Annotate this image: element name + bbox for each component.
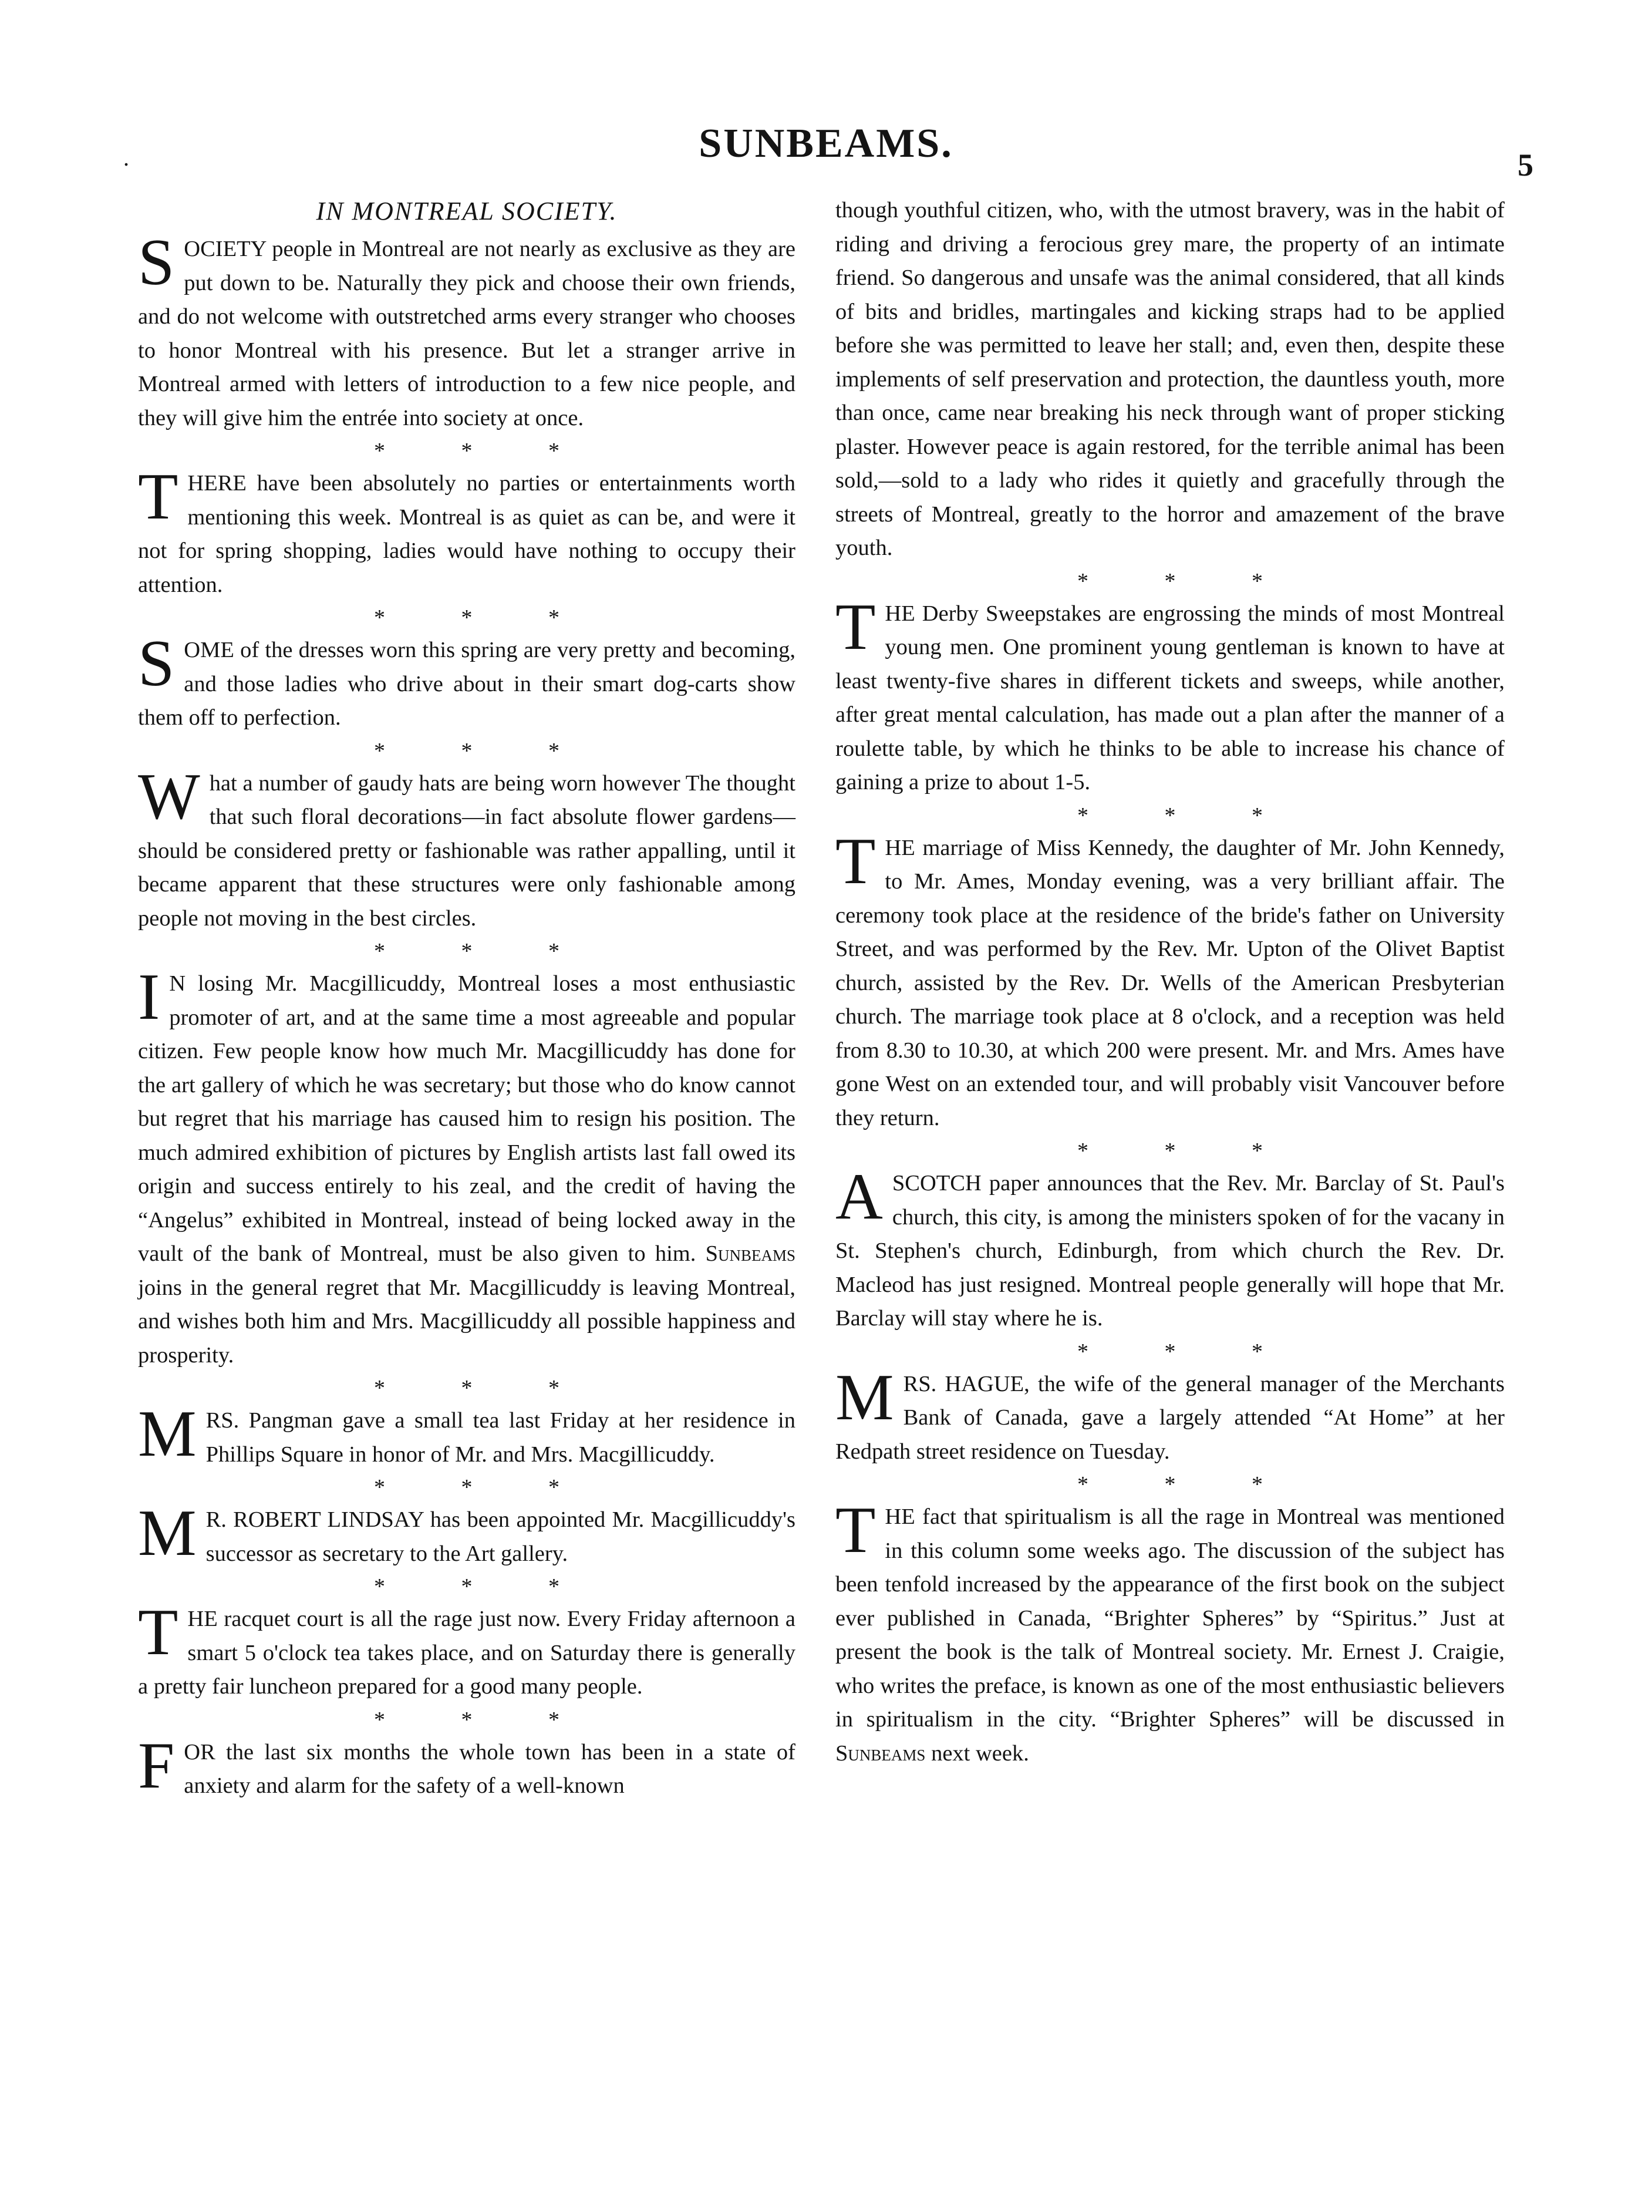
paragraph-lindsay (138, 1497, 795, 1571)
section-separator: * * * (1077, 1472, 1298, 1497)
paragraph-no-parties (138, 460, 795, 602)
drop-cap: A (835, 1160, 883, 1233)
section-separator: * * * (374, 1574, 595, 1599)
left-column (138, 194, 795, 1803)
drop-cap: I (138, 961, 160, 1033)
paragraph-text: though youthful citizen, who, with the utmost bravery, was in the habit of riding and driving a ferocious grey mare, the property of an intimate friend. So dangerous and unsafe was the animal considered, that all kinds of bits and bridles, martingales and kicking straps had to be applied before she was permitted to leave her stall; and, even then, despite these implements of self preservation and protection, the dauntless youth, more than once, came near breaking his neck through want of proper sticking plaster. However peace is again restored, for the terrible animal has been sold,—sold to a lady who rides it quietly and gracefully through the streets of Montreal, greatly to the horror and amazement of the brave youth. (835, 198, 1505, 560)
paragraph-hats (138, 760, 795, 936)
paragraph-text: OR the last six months the whole town has been in a state of anxiety and alarm for the safety of a well-known (184, 1739, 795, 1798)
margin-dot: . (123, 144, 129, 171)
paragraph-six-months (138, 1729, 795, 1803)
paragraph-grey-mare (835, 194, 1505, 565)
paragraph-barclay (835, 1160, 1505, 1336)
paragraph-text: RS. Pangman gave a small tea last Friday at her residence in Phillips Square in honor of Mr. and Mrs. Macgillicuddy. (205, 1408, 795, 1467)
section-separator: * * * (374, 605, 595, 630)
drop-cap: S (138, 226, 175, 299)
paragraph-text: N losing Mr. Macgillicuddy, Montreal loses a most enthusiastic promoter of art, and at the same time a most agreeable and popular citizen. Few people know how much Mr. Macgillicuddy has done for the art gallery of which he was secretary; but those who do know cannot but regret that his marriage has caused him to resign his position. The much admired exhibition of pictures by English artists last fall owed its origin and success entirely to his zeal, and the credit of having the “Angelus” exhibited in Montreal, instead of being locked away in the vault of the bank of Montreal, must be also given to him. (138, 971, 795, 1266)
drop-cap: T (835, 590, 876, 664)
drop-cap: T (835, 1494, 876, 1567)
paragraph-society (138, 226, 795, 435)
drop-cap: T (138, 1596, 178, 1669)
paragraph-text: R. ROBERT LINDSAY has been appointed Mr. Macgillicuddy's successor as secretary to the Art gallery. (205, 1507, 795, 1566)
section-separator: * * * (1077, 1339, 1298, 1364)
paragraph-text-continued: joins in the general regret that Mr. Macgillicuddy is leaving Montreal, and wishes both him and Mrs. Macgillicuddy all possible happiness and prosperity. (138, 1275, 795, 1368)
paragraph-spiritualism (835, 1494, 1505, 1770)
sunbeams-brand: Sunbeams (705, 1241, 795, 1266)
section-separator: * * * (1077, 803, 1298, 828)
section-separator: * * * (374, 738, 595, 763)
drop-cap: F (138, 1729, 175, 1802)
paragraph-pangman (138, 1398, 795, 1472)
section-separator: * * * (374, 1707, 595, 1732)
drop-cap: M (138, 1398, 197, 1470)
page-header (0, 120, 1652, 191)
drop-cap: T (138, 460, 178, 533)
paragraph-text: RS. HAGUE, the wife of the general manager of the Merchants Bank of Canada, gave a largely attended “At Home” at her Redpath street residence on Tuesday. (835, 1371, 1505, 1464)
paragraph-text-continued: next week. (931, 1740, 1029, 1766)
paragraph-racquet-court (138, 1596, 795, 1704)
section-separator: * * * (1077, 1139, 1298, 1163)
paragraph-text: OME of the dresses worn this spring are very pretty and becoming, and those ladies who drive about in their smart dog-carts show them off to perfection. (138, 638, 795, 730)
section-separator: * * * (374, 939, 595, 964)
paragraph-text: HERE have been absolutely no parties or entertainments worth mentioning this week. Montreal is as quiet as can be, and were it not for spring shopping, ladies would have nothing to occupy their attention. (138, 471, 795, 597)
drop-cap: W (138, 760, 200, 833)
paragraph-text: SCOTCH paper announces that the Rev. Mr. Barclay of St. Paul's church, this city, is among the ministers spoken of for the vacany in St. Stephen's church, Edinburgh, from which church the Rev. Dr. Macleod has just resigned. Montreal people generally will hope that Mr. Barclay will stay where he is. (835, 1171, 1505, 1331)
paragraph-text: hat a number of gaudy hats are being worn however The thought that such floral decorations—in fact absolute flower gardens—should be considered pretty or fashionable was rather appalling, until it became apparent that these structures were only fashionable among people not moving in the best circles. (138, 770, 795, 931)
sunbeams-brand: Sunbeams (835, 1740, 926, 1766)
paragraph-kennedy-marriage (835, 824, 1505, 1136)
paragraph-text: HE racquet court is all the rage just now. Every Friday afternoon a smart 5 o'clock tea takes place, and on Saturday there is generally a pretty fair luncheon prepared for a good many people. (138, 1607, 795, 1699)
section-separator: * * * (374, 1376, 595, 1400)
section-separator: * * * (1077, 568, 1298, 594)
drop-cap: T (835, 824, 876, 898)
paragraph-text: HE Derby Sweepstakes are engrossing the minds of most Montreal young men. One prominent young gentleman is known to have at least twenty-five shares in different tickets and sweeps, while another, after great mental calculation, has made out a plan after the manner of a roulette table, by which he thinks to be able to increase his chance of gaining a prize to about 1-5. (835, 601, 1505, 794)
paragraph-text: HE fact that spiritualism is all the rage in Montreal was mentioned in this column some weeks ago. The discussion of the subject has been tenfold increased by the appearance of the first book on the subject ever published in Canada, “Brighter Spheres” by “Spiritus.” Just at present the book is the talk of Montreal society. Mr. Ernest J. Craigie, who writes the preface, is known as one of the most enthusiastic believers in spiritualism in the city. “Brighter Spheres” will be discussed in (835, 1504, 1505, 1732)
paragraph-macgillicuddy (138, 961, 795, 1372)
masthead-title: SUNBEAMS. (699, 121, 953, 166)
drop-cap: M (835, 1361, 894, 1434)
paragraph-derby (835, 590, 1505, 800)
article-title: IN MONTREAL SOCIETY. (316, 197, 618, 225)
paragraph-text: OCIETY people in Montreal are not nearly as exclusive as they are put down to be. Naturally they pick and choose their own friends, and do not welcome with outstretched arms every stranger who chooses to honor Montreal with his presence. But let a stranger arrive in Montreal armed with letters of introduction to a few nice people, and they will give him the entrée into society at once. (138, 237, 795, 430)
section-separator: * * * (374, 1475, 595, 1500)
right-column (835, 194, 1505, 1770)
paragraph-text: HE marriage of Miss Kennedy, the daughter of Mr. John Kennedy, to Mr. Ames, Monday evening, was a very brilliant affair. The ceremony took place at the residence of the bride's father on University Street, and was performed by the Rev. Mr. Upton of the Olivet Baptist church, assisted by the Rev. Dr. Wells of the American Presbyterian church. The marriage took place at 8 o'clock, and a reception was held from 8.30 to 10.30, at which 200 were present. Mr. and Mrs. Ames have gone West on an extended tour, and will probably visit Vancouver before they return. (835, 835, 1505, 1130)
section-separator: * * * (374, 439, 595, 463)
page-number: 5 (1518, 147, 1533, 183)
drop-cap: M (138, 1497, 197, 1570)
paragraph-hague (835, 1361, 1505, 1469)
paragraph-dresses (138, 627, 795, 735)
drop-cap: S (138, 627, 175, 700)
